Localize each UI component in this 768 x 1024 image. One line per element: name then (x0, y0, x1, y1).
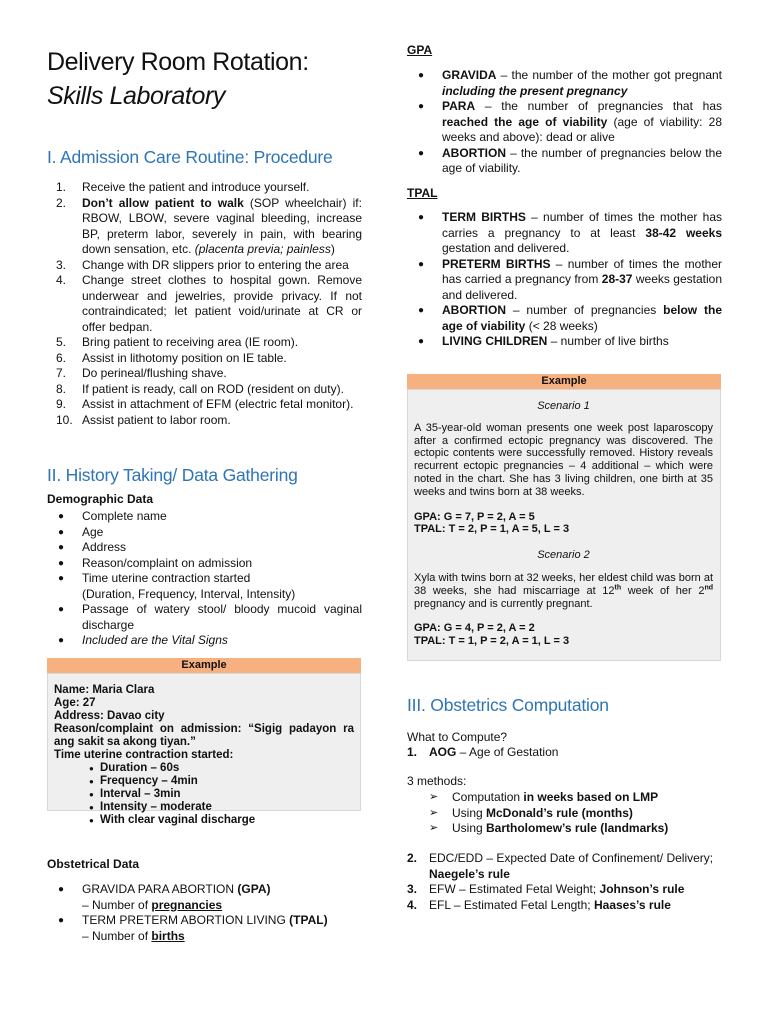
demographic-item (47, 525, 362, 541)
aog-list (407, 745, 722, 761)
example-name: Name: Maria Clara (54, 684, 155, 696)
text-run: Assist patient to labor room. (82, 412, 231, 427)
tpal-item (407, 257, 722, 304)
bullet-icon: ● (58, 542, 65, 553)
text-run: LIVING CHILDREN (442, 334, 548, 348)
admission-step (47, 335, 362, 351)
section2-heading: II. History Taking/ Data Gathering (47, 465, 298, 485)
document-subtitle: Skills Laboratory (47, 82, 226, 110)
contraction-item (54, 814, 354, 827)
text-run: births (151, 928, 185, 943)
demographic-list (47, 509, 362, 649)
scenario-box-body (407, 389, 721, 661)
bullet-icon: ● (418, 70, 425, 81)
text-run: (SOP wheelchair) if: RBOW, LBOW, severe vaginal bleeding, increase BP, preterm labor, severely in pain, with bearing down sensation, etc. (82, 195, 362, 256)
scenario1-title: Scenario 1 (537, 400, 590, 412)
computation-items (407, 851, 722, 913)
admission-step (47, 258, 362, 274)
bullet-icon: ● (58, 557, 65, 569)
gpa-items (407, 68, 722, 177)
text-run: PARA (442, 99, 476, 113)
text-run: ABORTION (442, 303, 506, 317)
scenario2-title: Scenario 2 (537, 549, 590, 562)
what-to-compute: What to Compute? (407, 730, 508, 744)
bullet-icon: ● (89, 816, 94, 825)
text-run: below the age of viability (442, 303, 722, 333)
example-time-label: Time uterine contraction started: (54, 749, 234, 761)
computation-item (407, 851, 722, 882)
contraction-list (54, 762, 354, 827)
methods-label: 3 methods: (407, 774, 467, 788)
computation-item (407, 898, 722, 914)
method-item (407, 790, 722, 806)
scenario1-tpal: TPAL: T = 2, P = 1, A = 5, L = 3 (414, 523, 570, 536)
demographic-item (47, 556, 362, 572)
tpal-item (407, 334, 722, 350)
contraction-item (54, 788, 354, 801)
bullet-icon: ● (58, 884, 65, 895)
text-run: – the number of pregnancies below the age of viability. (442, 145, 722, 175)
admission-step (47, 196, 362, 258)
gpa-list (407, 68, 722, 177)
contraction-item (54, 801, 354, 814)
admission-step (47, 413, 362, 429)
text-run: ) (330, 242, 335, 256)
list-number: 10. (56, 412, 73, 427)
document-title: Delivery Room Rotation: (47, 48, 309, 76)
text-run: pregnancy and is currently pregnant. (414, 597, 593, 610)
text-run: Do perineal/flushing shave. (82, 366, 227, 380)
list-number: 3. (407, 882, 418, 896)
aog-item (407, 745, 722, 761)
text-run: reached the age of viability (442, 114, 608, 129)
text-run: EFL – Estimated Fetal Length; (429, 897, 594, 912)
example-age: Age: 27 (54, 697, 96, 709)
text-run: 28-37 (601, 272, 633, 286)
bullet-icon: ● (418, 258, 425, 270)
list-number: 3. (56, 257, 67, 272)
demographic-item (47, 633, 362, 649)
method-item (407, 806, 722, 822)
demographic-item (47, 571, 362, 602)
tpal-list (407, 210, 722, 350)
text-run: Address (82, 540, 127, 554)
contraction-item (54, 775, 354, 788)
method-item (407, 821, 722, 837)
text-run: EFW – Estimated Fetal Weight; (429, 882, 600, 896)
text-run: pregnancies (151, 897, 223, 912)
list-number: 1. (56, 180, 67, 194)
bullet-icon: ● (89, 764, 94, 773)
arrow-bullet-icon: ➢ (429, 791, 439, 803)
list-number: 2. (56, 195, 67, 210)
text-run: (placenta previa; painless (194, 242, 331, 256)
methods (407, 790, 722, 837)
text-run: PRETERM BIRTHS (442, 256, 551, 271)
list-number: 4. (407, 897, 418, 912)
demographic-data-label: Demographic Data (47, 492, 154, 506)
text-run: McDonald’s rule (months) (486, 805, 633, 820)
text-run: – the number of pregnancies that has (475, 99, 722, 113)
scenario-box-header: Example (407, 374, 721, 389)
contraction-text: Interval – 3min (100, 788, 181, 800)
text-run: Change street clothes to hospital gown. Remove underwear and jewelries, provide privacy. If not contraindicated; let patient void/urinate at CR or offer bedpan. (82, 273, 362, 334)
bullet-icon: ● (58, 635, 65, 646)
text-run: Using (452, 805, 487, 820)
demographic-item (47, 509, 362, 525)
section1-heading: I. Admission Care Routine: Procedure (47, 147, 333, 167)
text-run: Computation (452, 790, 524, 804)
methods-list (407, 790, 722, 837)
contraction-item (54, 762, 354, 775)
admission-steps (47, 180, 362, 428)
text-run: Naegele’s rule (429, 866, 510, 881)
scenario2-gpa: GPA: G = 4, P = 2, A = 2 (414, 622, 535, 635)
bullet-icon: ● (58, 511, 65, 522)
text-run: – Number of (82, 928, 152, 943)
list-number: 9. (56, 397, 67, 411)
tpal-item (407, 210, 722, 257)
text-run: Change with DR slippers prior to entering the area (82, 257, 349, 272)
text-run: (Duration, Frequency, Interval, Intensity) (82, 586, 296, 601)
bullet-icon: ● (418, 147, 425, 159)
obstetrical-data-label: Obstetrical Data (47, 857, 140, 871)
text-run: Johnson’s rule (599, 882, 685, 896)
bullet-icon: ● (58, 573, 65, 584)
text-run: including the present pregnancy (442, 83, 628, 98)
list-number: 5. (56, 335, 67, 349)
contraction-text: Frequency – 4min (100, 775, 198, 787)
text-run: Age (82, 524, 104, 539)
text-run: If patient is ready, call on ROD (resident on duty). (82, 381, 344, 396)
text-run: 38-42 weeks (645, 225, 722, 240)
text-run: Passage of watery stool/ bloody mucoid vaginal discharge (82, 602, 362, 632)
text-run: ABORTION (442, 145, 506, 160)
scenario2-tpal: TPAL: T = 1, P = 2, A = 1, L = 3 (414, 635, 570, 648)
bullet-icon: ● (418, 305, 425, 316)
text-run: Reason/complaint on admission (82, 555, 253, 570)
bullet-icon: ● (58, 604, 65, 615)
text-run: Complete name (82, 509, 167, 523)
text-run: – number of times the mother has carries a pregnancy to at least (442, 210, 722, 240)
example-box-header: Example (47, 658, 361, 673)
gpa-item (407, 68, 722, 99)
example-box-body (47, 673, 361, 826)
gpa-item (407, 99, 722, 146)
text-run: GRAVIDA PARA ABORTION (82, 882, 238, 896)
contraction-text: Duration – 60s (100, 762, 180, 774)
list-number: 4. (56, 273, 67, 287)
text-run: Bartholomew’s rule (landmarks) (486, 821, 669, 835)
bullet-icon: ● (89, 777, 94, 786)
text-run: week of her 2 (621, 584, 705, 597)
example-address: Address: Davao city (54, 710, 165, 722)
computation-list (407, 851, 722, 913)
bullet-icon: ● (89, 790, 94, 799)
demographic-item (47, 602, 362, 633)
text-run: TERM PRETERM ABORTION LIVING (82, 913, 290, 927)
text-run: nd (704, 584, 713, 592)
scenario2-text (414, 572, 713, 610)
bullet-icon: ● (58, 526, 65, 538)
text-run: – Age of Gestation (456, 745, 559, 759)
text-run: – the number of the mother got pregnant (496, 68, 722, 82)
text-run: – Number of (82, 897, 152, 912)
text-run: Time uterine contraction started (82, 571, 251, 585)
text-run: TERM BIRTHS (442, 210, 526, 224)
obstetrical-item (47, 882, 367, 913)
bullet-icon: ● (418, 336, 425, 347)
admission-step (47, 397, 362, 413)
text-run: in weeks based on LMP (523, 790, 659, 804)
tpal-items (407, 210, 722, 350)
tpal-item (407, 303, 722, 334)
computation-item (407, 882, 722, 898)
obstetrical-items (47, 882, 367, 944)
admission-step (47, 180, 362, 196)
bullet-icon: ● (418, 212, 425, 223)
text-run: EDC/EDD – Expected Date of Confinement/ Delivery; (429, 851, 714, 865)
text-run: (TPAL) (289, 913, 328, 927)
text-run: (< 28 weeks) (525, 318, 598, 333)
aog-text (429, 745, 558, 759)
aog-number: 1. (407, 745, 418, 759)
arrow-bullet-icon: ➢ (429, 806, 439, 819)
text-run: – number of pregnancies (506, 303, 664, 317)
obstetrical-list (47, 882, 367, 944)
text-run: Don’t allow patient to walk (82, 195, 244, 210)
contraction-text: Intensity – moderate (100, 801, 212, 813)
text-run: Using (452, 821, 487, 835)
text-run: Assist in lithotomy position on IE table. (82, 350, 287, 365)
admission-step (47, 351, 362, 367)
text-run: Xyla with twins born at 32 weeks, her eldest child was born at 38 weeks, she had miscarriage at 12 (414, 571, 713, 597)
text-run: (age of viability: 28 weeks and above): dead or alive (442, 114, 722, 144)
scenario1-text: A 35-year-old woman presents one week post laparoscopy after a confirmed ectopic pregnancy was discovered. The ectopic contents were successfully removed. History reveals recurrent ectopic pregnancies – 4 additional – which were noted in the chart. She has 3 living children, one birth at 35 weeks and twins born at 38 weeks. (414, 421, 713, 498)
gpa-label: GPA (407, 43, 433, 57)
example-box-scenarios (407, 374, 721, 661)
text-run: Receive the patient and introduce yourself. (82, 180, 310, 194)
demographic-items (47, 509, 362, 649)
obstetrical-item (47, 913, 367, 944)
text-run: – number of live births (547, 334, 669, 348)
bullet-icon: ● (89, 803, 94, 812)
text-run: (GPA) (237, 882, 271, 896)
list-number: 2. (407, 851, 418, 865)
text-run: Haases’s rule (593, 897, 671, 912)
tpal-label: TPAL (407, 186, 438, 200)
list-number: 8. (56, 381, 67, 396)
list-number: 6. (56, 350, 67, 365)
text-run: gestation and delivered. (442, 241, 570, 255)
section3-heading: III. Obstetrics Computation (407, 695, 609, 715)
demographic-item (47, 540, 362, 556)
example-reason: Reason/complaint on admission: “Sigig padayon ra ang sakit sa akong tiyan.” (54, 723, 354, 748)
admission-step (47, 382, 362, 398)
gpa-item (407, 146, 722, 177)
text-run: Assist in attachment of EFM (electric fetal monitor). (82, 397, 354, 411)
bullet-icon: ● (58, 915, 65, 926)
text-run: AOG (429, 745, 457, 759)
scenario1-gpa: GPA: G = 7, P = 2, A = 5 (414, 510, 535, 523)
admission-step (47, 366, 362, 382)
example-box-patient (47, 658, 361, 826)
text-run: GRAVIDA (442, 68, 497, 82)
list-number: 7. (56, 366, 67, 380)
text-run: th (614, 584, 622, 592)
admission-steps-list (47, 180, 362, 428)
text-run: Included are the Vital Signs (82, 633, 228, 647)
admission-step (47, 273, 362, 335)
text-run: – number of times the mother has carried a pregnancy from (442, 256, 723, 286)
bullet-icon: ● (418, 101, 425, 112)
text-run: weeks gestation and delivered. (442, 272, 722, 302)
aog-list-item (407, 745, 722, 761)
text-run: Bring patient to receiving area (IE room). (82, 335, 299, 349)
contraction-text: With clear vaginal discharge (100, 814, 256, 826)
arrow-bullet-icon: ➢ (429, 822, 439, 834)
